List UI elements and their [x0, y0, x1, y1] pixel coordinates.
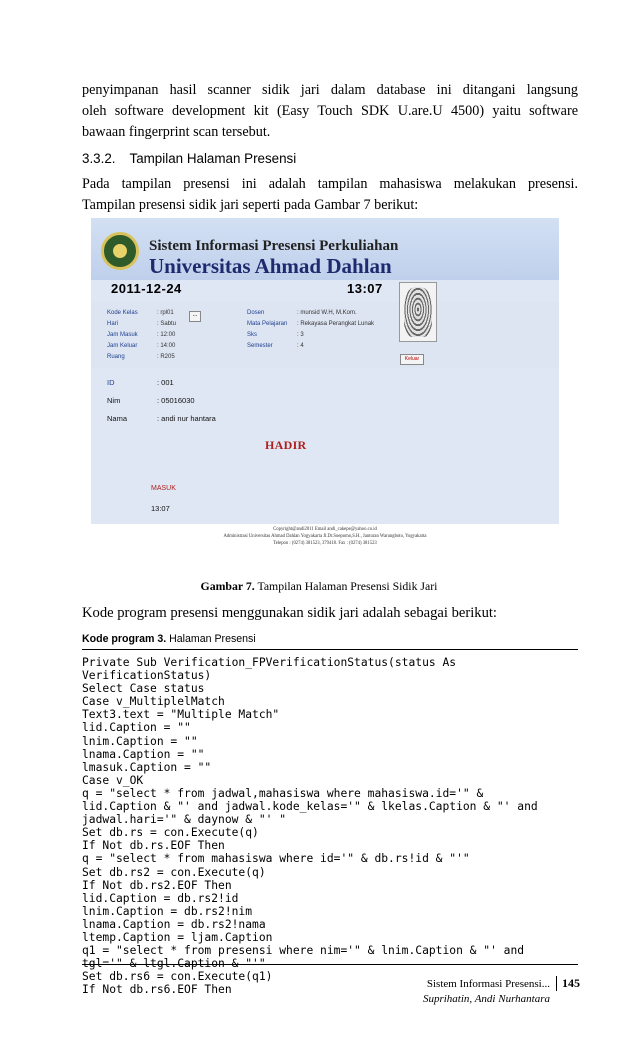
code-caption-label: Kode program 3.	[82, 633, 167, 645]
info-value: : 14:00	[157, 343, 176, 349]
code-line: Case v_OK	[82, 773, 144, 787]
code-line: ltemp.Caption = ljam.Caption	[82, 930, 273, 944]
code-line: VerificationStatus)	[82, 669, 212, 683]
code-line: lid.Caption = ""	[82, 721, 191, 735]
info-label: Hari	[107, 321, 119, 327]
caption-text: Tampilan Halaman Presensi Sidik Jari	[254, 579, 438, 593]
paragraph-presensi	[82, 174, 578, 216]
code-line: Set db.rs2 = con.Execute(q)	[82, 865, 266, 879]
student-value: : 001	[157, 378, 174, 387]
info-value: : rpl01	[157, 310, 174, 316]
code-line: tgl='" & ltgl.Caption & "'"	[82, 957, 266, 971]
info-value: : 12:00	[157, 332, 176, 338]
running-title: Sistem Informasi Presensi...	[426, 978, 550, 990]
text-line: bawaan fingerprint scan tersebut.	[82, 124, 271, 140]
running-authors: Suprihatin, Andi Nurhantara	[422, 993, 550, 1005]
code-line: lnama.Caption = ""	[82, 747, 205, 761]
student-value: : andi nur hantara	[157, 414, 216, 423]
section-title: Tampilan Halaman Presensi	[129, 151, 297, 166]
code-line: Case v_MultiplelMatch	[82, 695, 225, 709]
code-line: q1 = "select * from presensi where nim='" & lnim.Caption & "' and	[82, 944, 525, 958]
footer-line: Administrasi Universitas Ahmad Dahlan Yogyakarta Jl.Dr.Soepomo,S.H., Janturan Warungboto, Yogyakarta	[223, 534, 427, 539]
code-line: lid.Caption = db.rs2!id	[82, 891, 239, 905]
footer-line: Telepon : (0274) 381523, 379418. Fax : (0274) 381523	[273, 541, 377, 546]
info-label: Sks	[247, 332, 258, 338]
info-value: : Sabtu	[157, 321, 177, 327]
text-line: Pada tampilan presensi ini adalah tampilan mahasiswa melakukan presensi.	[82, 176, 578, 192]
info-label: Dosen	[247, 310, 265, 316]
running-footer	[423, 977, 550, 1007]
code-line: If Not db.rs.EOF Then	[82, 839, 225, 853]
code-line: Select Case status	[82, 682, 205, 696]
university-logo-icon	[101, 232, 139, 270]
student-info-panel	[91, 372, 559, 428]
info-value: : 3	[297, 332, 304, 338]
student-label: ID	[107, 378, 115, 387]
figure-caption	[0, 579, 638, 594]
keluar-button[interactable]: Keluar	[400, 354, 424, 365]
info-label: Jam Masuk	[107, 332, 138, 338]
page-number: 145	[556, 976, 580, 991]
app-footer	[91, 524, 559, 550]
text-line: Tampilan presensi sidik jari seperti pada Gambar 7 berikut:	[82, 197, 419, 213]
code-line: lnim.Caption = ""	[82, 734, 198, 748]
paragraph-intro	[82, 80, 578, 143]
student-value: : 05016030	[157, 396, 195, 405]
code-bottom-rule	[82, 964, 578, 965]
paragraph-code-intro: Kode program presensi menggunakan sidik jari adalah sebagai berikut:	[82, 605, 497, 621]
code-line: lmasuk.Caption = ""	[82, 760, 212, 774]
code-line: lnama.Caption = db.rs2!nama	[82, 917, 266, 931]
presensi-screenshot-figure	[91, 218, 559, 550]
code-line: Set db.rs6 = con.Execute(q1)	[82, 970, 273, 984]
app-title: Sistem Informasi Presensi Perkuliahan	[149, 238, 399, 254]
code-line: Set db.rs = con.Execute(q)	[82, 826, 259, 840]
university-name: Universitas Ahmad Dahlan	[149, 254, 392, 278]
attendance-status: HADIR	[265, 438, 307, 452]
info-label: Kode Kelas	[107, 310, 138, 316]
code-line: jadwal.hari='" & daynow & "' "	[82, 813, 287, 827]
student-label: Nama	[107, 414, 128, 423]
info-value: : R205	[157, 354, 175, 360]
info-label: Ruang	[107, 354, 125, 360]
info-label: Semester	[247, 343, 273, 349]
code-line: lnim.Caption = db.rs2!nim	[82, 904, 253, 918]
masuk-time: 13:07	[151, 504, 170, 513]
caption-label: Gambar 7.	[200, 579, 255, 593]
text-line: penyimpanan hasil scanner sidik jari dalam database ini ditangani langsung	[82, 82, 578, 98]
code-line: Private Sub Verification_FPVerificationStatus(status As	[82, 656, 457, 669]
section-heading	[82, 151, 296, 166]
fingerprint-image	[399, 282, 437, 342]
code-line: If Not db.rs6.EOF Then	[82, 983, 232, 997]
current-time: 13:07	[347, 281, 383, 296]
info-label: Mata Pelajaran	[247, 321, 288, 327]
text-line: oleh software development kit (Easy Touch SDK U.are.U 4500) yaitu software	[82, 103, 578, 119]
info-value: : munsid W.H, M.Kom.	[297, 310, 357, 316]
code-line: lid.Caption & "' and jadwal.kode_kelas='" & lkelas.Caption & "' and	[82, 800, 538, 814]
info-value: : 4	[297, 343, 304, 349]
code-listing	[82, 656, 538, 996]
browse-class-button[interactable]: ...	[189, 311, 201, 322]
info-label: Jam Keluar	[107, 343, 138, 349]
code-caption-text: Halaman Presensi	[166, 633, 256, 645]
footer-line: Copyright@andi2011 Email andi_cakepe@yahoo.co.id	[273, 527, 377, 532]
code-caption	[82, 633, 256, 645]
app-banner	[91, 218, 559, 280]
class-info-panel	[91, 302, 559, 368]
code-top-rule	[82, 649, 578, 650]
code-line: Text3.text = "Multiple Match"	[82, 708, 280, 722]
code-line: q = "select * from mahasiswa where id='" & db.rs!id & "'"	[82, 852, 470, 866]
masuk-label: MASUK	[151, 485, 176, 492]
current-date: 2011-12-24	[111, 281, 182, 296]
student-label: Nim	[107, 396, 121, 405]
code-line: If Not db.rs2.EOF Then	[82, 878, 232, 892]
info-value: : Rekayasa Perangkat Lunak	[297, 321, 375, 327]
section-number: 3.3.2.	[82, 151, 116, 166]
code-line: q = "select * from jadwal,mahasiswa where mahasiswa.id='" &	[82, 786, 484, 800]
